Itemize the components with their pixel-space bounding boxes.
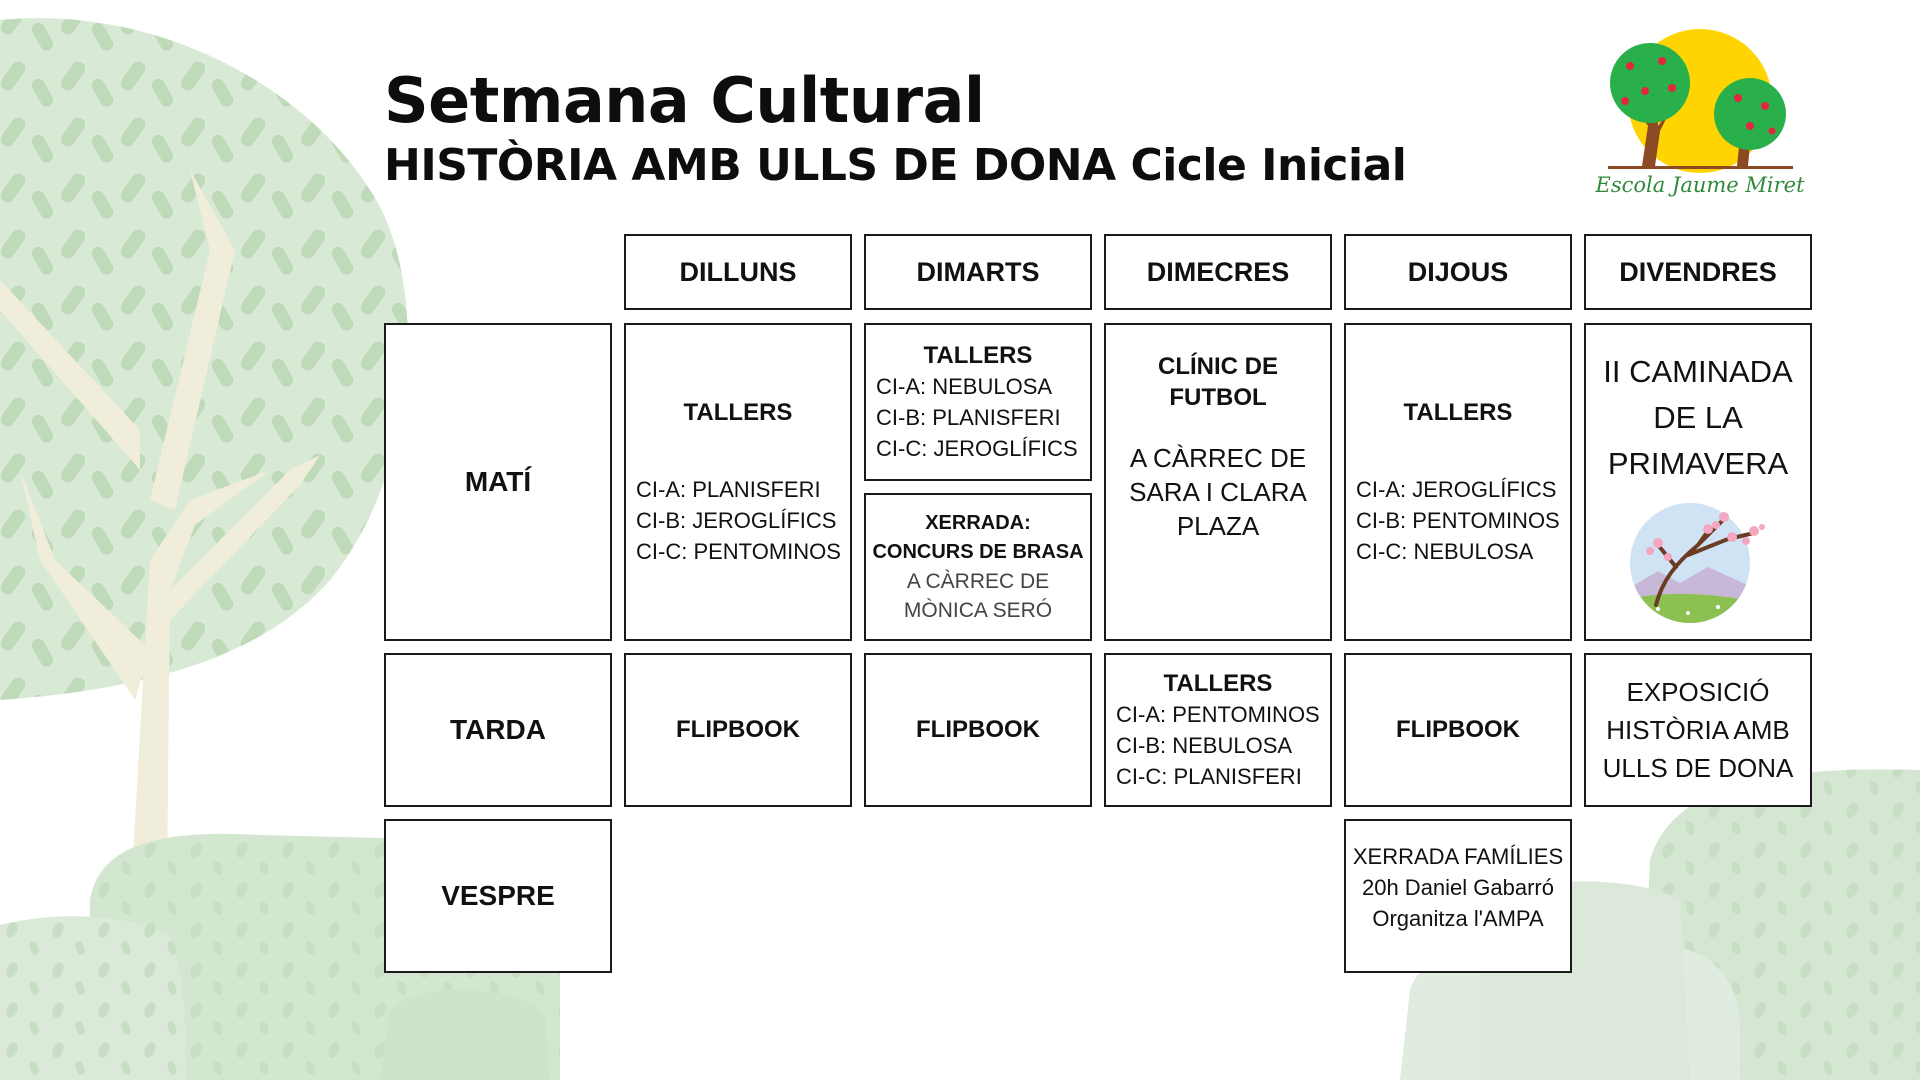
activity-line: CI-A: JEROGLÍFICS (1356, 477, 1557, 503)
cell-tarda-divendres (1584, 653, 1812, 807)
day-header-dimecres: DIMECRES (1104, 234, 1332, 310)
cell-mati-dimecres (1104, 323, 1332, 641)
cell-vespre-dijous (1344, 819, 1572, 973)
activity-line: CI-C: PENTOMINOS (636, 539, 841, 565)
activity-line: XERRADA FAMÍLIES (1352, 844, 1564, 869)
cell-mati-dijous (1344, 323, 1572, 641)
activity-title: FUTBOL (1169, 384, 1267, 412)
day-header-divendres: DIVENDRES (1584, 234, 1812, 310)
activity-line: CI-A: PLANISFERI (636, 477, 821, 503)
blossom-tree-icon (1628, 501, 1768, 625)
cell-tarda-dimarts: FLIPBOOK (864, 653, 1092, 807)
activity-line: DE LA (1653, 400, 1743, 435)
activity-line: Organitza l'AMPA (1372, 906, 1544, 931)
activity-line: II CAMINADA (1603, 354, 1793, 389)
cell-mati-dimarts-xerrada (864, 493, 1092, 641)
day-header-dimarts: DIMARTS (864, 234, 1092, 310)
activity-title: TALLERS (683, 398, 793, 426)
activity-line: MÒNICA SERÓ (903, 599, 1053, 622)
activity-line: HISTÒRIA AMB (1606, 715, 1790, 745)
logo-text: Escola Jaume Miret (1595, 173, 1805, 197)
cell-mati-divendres (1584, 323, 1812, 641)
page-title: Setmana Cultural (384, 64, 985, 137)
activity-line: A CÀRREC DE (906, 570, 1050, 593)
activity-line: PRIMAVERA (1607, 446, 1789, 481)
activity-line: EXPOSICIÓ (1626, 677, 1770, 707)
cell-tarda-dimecres (1104, 653, 1332, 807)
activity-line: CI-B: PENTOMINOS (1356, 508, 1560, 534)
activity-title: CLÍNIC DE (1158, 353, 1278, 380)
activity-title: TALLERS (923, 341, 1033, 369)
activity-line: A CÀRREC DE (1129, 443, 1307, 474)
page-subtitle: HISTÒRIA AMB ULLS DE DONA Cicle Inicial (384, 140, 1407, 191)
day-header-dijous: DIJOUS (1344, 234, 1572, 310)
activity-line: ULLS DE DONA (1602, 753, 1794, 783)
activity-line: SARA I CLARA (1129, 477, 1307, 508)
activity-line: 20h Daniel Gabarró (1361, 875, 1554, 900)
period-label-mati: MATÍ (384, 323, 612, 641)
cell-mati-dilluns (624, 323, 852, 641)
activity-line: CI-C: NEBULOSA (1356, 539, 1534, 565)
period-label-tarda: TARDA (384, 653, 612, 807)
activity-title: CONCURS DE BRASA (872, 541, 1084, 563)
activity-line: CI-A: NEBULOSA (876, 374, 1053, 400)
activity-line: CI-C: JEROGLÍFICS (876, 436, 1078, 462)
activity-line: CI-A: PENTOMINOS (1116, 702, 1320, 728)
activity-title: XERRADA: (925, 512, 1031, 534)
activity-title: TALLERS (1163, 669, 1273, 697)
activity-line: PLAZA (1176, 511, 1260, 542)
cell-tarda-dilluns: FLIPBOOK (624, 653, 852, 807)
day-header-dilluns: DILLUNS (624, 234, 852, 310)
activity-title: TALLERS (1403, 398, 1513, 426)
activity-line: CI-B: JEROGLÍFICS (636, 508, 837, 534)
activity-line: CI-B: PLANISFERI (876, 405, 1061, 431)
cell-mati-dimarts-tallers (864, 323, 1092, 481)
activity-line: CI-C: PLANISFERI (1116, 764, 1302, 790)
activity-line: CI-B: NEBULOSA (1116, 733, 1293, 759)
period-label-vespre: VESPRE (384, 819, 612, 973)
cell-tarda-dijous: FLIPBOOK (1344, 653, 1572, 807)
